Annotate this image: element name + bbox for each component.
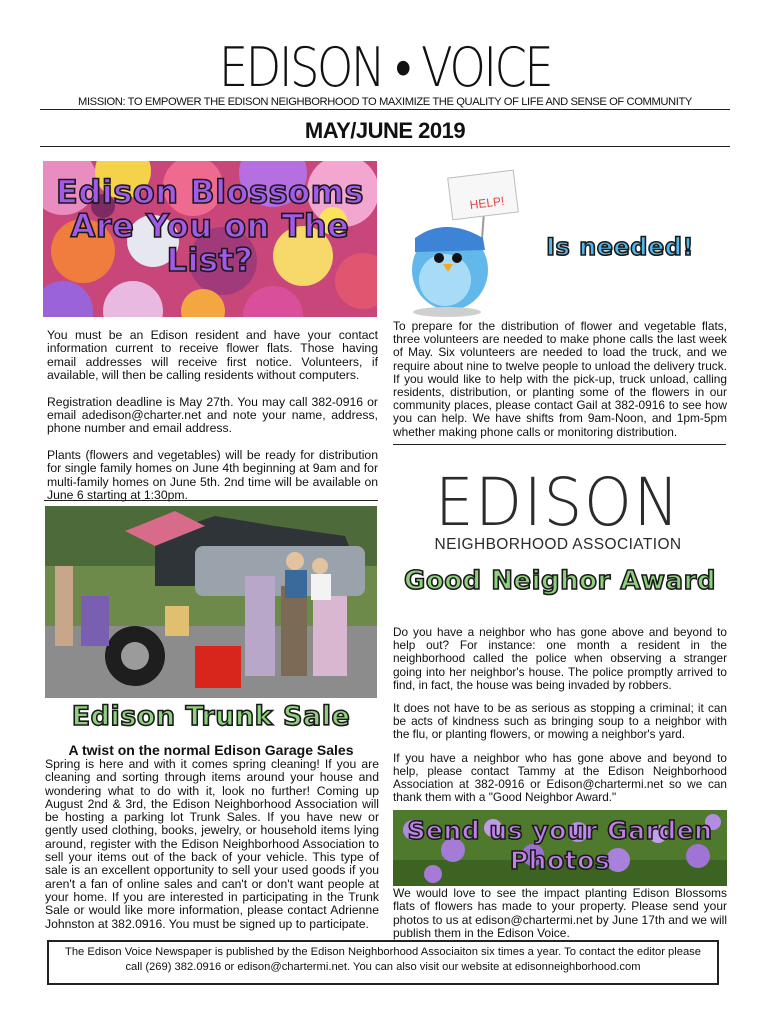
column-divider	[393, 444, 726, 445]
good-neighbor-paragraph: It does not have to be as serious as stopping a criminal; it can be acts of kindness such as bringing soup to a neighbor with the flu, or planting flowers, or mowing a neighbor's yard.	[393, 701, 727, 742]
logo-wordmark: EDISON	[435, 464, 681, 541]
trunk-sale-photo	[45, 506, 377, 698]
help-article	[393, 320, 727, 439]
footer-line: call (269) 382.0916 or edison@chartermi.net. You can also visit our website at edisonneighborhood.com	[125, 961, 641, 973]
blossoms-paragraph: You must be an Edison resident and have your contact information current to receive flower flats. Those having email addresses will receive first notice. Volunteers, if available, will then be calling residents without computers.	[47, 328, 378, 383]
good-neighbor-paragraph: Do you have a neighbor who has gone above and beyond to help out? For instance: one month a resident in the neighborhood called the police when observing a stranger going into her neighbor's house. The police promptly arrived to find, in fact, the house was being invaded by robbers.	[393, 625, 727, 692]
blossoms-paragraph: Registration deadline is May 27th. You may call 382-0916 or email adedison@charter.net and note your name, address, phone number and email address.	[47, 394, 378, 436]
footer-line: The Edison Voice Newspaper is published by the Edison Neighborhood Associaiton six times a year. To contact the editor please	[65, 946, 701, 958]
good-neighbor-paragraph: If you have a neighbor who has gone above and beyond to help, please contact Tammy at the Edison Neighborhood Association at 382-0916 or Edison@chartermi.net so we can thank them with a "Good Neighbor Award."	[393, 750, 727, 805]
logo-subtitle: NEIGHBORHOOD ASSOCIATION	[434, 536, 682, 553]
good-neighbor-article	[393, 626, 727, 804]
edison-neighborhood-association-logo	[418, 456, 698, 564]
trunk-sale-headline: Edison Trunk Sale	[71, 701, 351, 732]
bird-with-help-sign-illustration	[395, 168, 525, 318]
trunk-sale-article	[45, 758, 379, 931]
blossoms-headline: Edison Blossoms Are You on The List?	[56, 173, 364, 279]
garden-flowers-photo	[393, 810, 727, 886]
garden-article	[393, 887, 727, 940]
blossoms-paragraph: Plants (flowers and vegetables) will be ready for distribution for single family homes on June 4th beginning at 9am and for multi-family homes on June 5th. 2nd time will be available on June 6 starting at 1:30pm.	[47, 447, 378, 503]
mission-statement: MISSION: TO EMPOWER THE EDISON NEIGHBORHOOD TO MAXIMIZE THE QUALITY OF LIFE AND SENSE OF COMMUNITY	[78, 96, 692, 108]
newsletter-title: EDISON • VOICE	[218, 36, 552, 99]
help-headline: Is needed!	[546, 233, 694, 261]
flowers-photo	[43, 161, 377, 317]
help-sign: HELP!	[468, 193, 506, 213]
help-paragraph: To prepare for the distribution of flower and vegetable flats, three volunteers are needed to make phone calls the last week of May. Six volunteers are needed to load the truck, and we require about nine to twelve people to unload the delivery truck. If you would like to help with the pick-up, truck unload, calling residents, distribution, or planting some of the flowers in our community places, please contact Gail at 382-0916 to see how you can help. We have shifts from 9am-Noon, and 1pm-5pm whether making phone calls or monitoring distribution.	[393, 319, 727, 439]
garden-headline: Send us your Garden Photos	[407, 816, 713, 875]
column-divider	[44, 500, 378, 501]
publication-footer	[47, 940, 719, 985]
good-neighbor-headline: Good Neighor Award	[403, 566, 716, 596]
garden-paragraph: We would love to see the impact planting Edison Blossoms flats of flowers has made to your property. Please send your photos to us at edison@chartermi.net by June 17th and we will publish them in the Edison Voice.	[393, 886, 727, 940]
issue-date: MAY/JUNE 2019	[304, 118, 466, 143]
blossoms-article	[47, 329, 378, 502]
issue-divider	[40, 146, 730, 147]
masthead-divider	[40, 109, 730, 110]
trunk-sale-paragraph: Spring is here and with it comes spring cleaning! If you are cleaning and sorting through items around your house and wondering what to do with it, look no further! Coming up August 2nd & 3rd, the Edison Neighborhood Association will be hosting a parking lot Trunk Sales. If you have new or gently used clothing, books, jewelry, or household items lying around, register with the Edison Neighborhood Association to sell your items out of the back of your vehicle. This type of sale is an excellent opportunity to sell your used goods if you aren't a fan of online sales and can't or don't want people at your home. If you are interested in participating in the Trunk Sale or would like more information, please contact Adrienne Johnston at 382.0916. You must be signed up to participate.	[45, 757, 379, 931]
trunk-sale-subhead: A twist on the normal Edison Garage Sales	[68, 742, 354, 758]
